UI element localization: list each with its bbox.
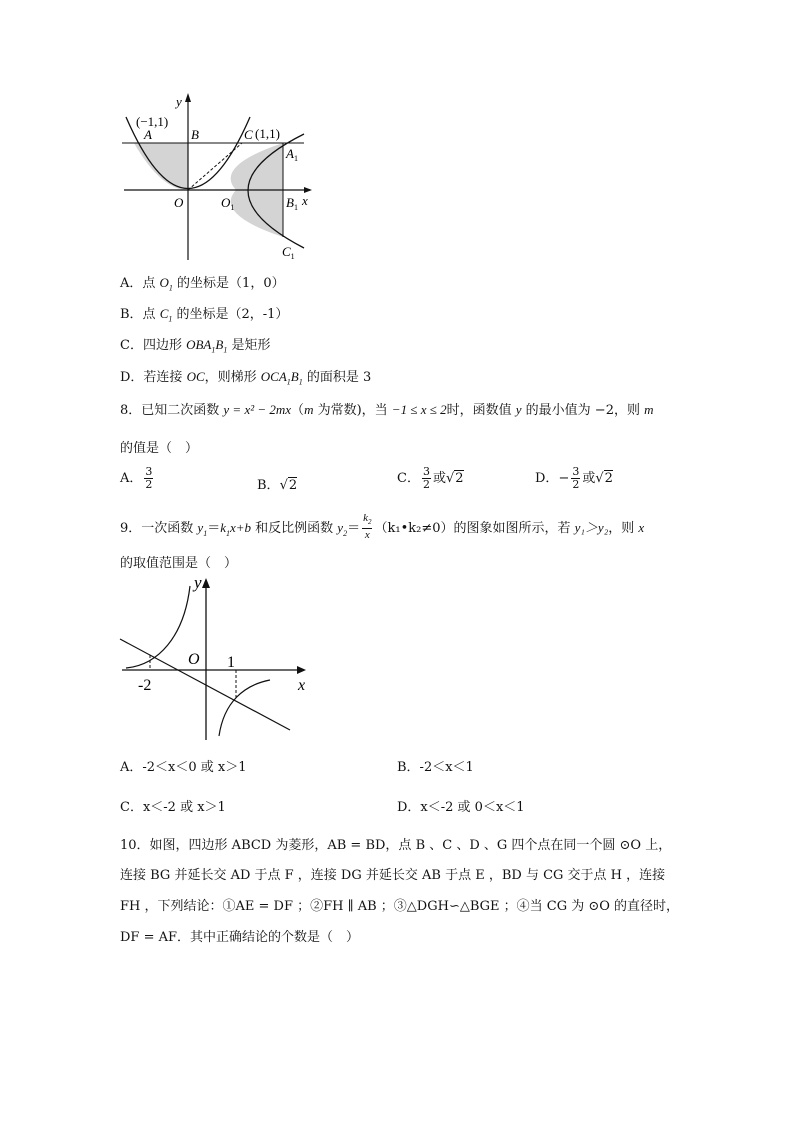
hyperbola-branch-upper-left — [126, 586, 190, 668]
q9-stem-line1: 9．一次函数 $y_1=k_1x+b$ 和反比例函数 $y_2=$ $\frac{k_2}{x}$ （k₁•k₂≠0）的图象如图所示，若 y₁＞y₂，则 x — [120, 512, 645, 542]
fig1-label-c1: $C_1$ — [282, 244, 295, 261]
figure-function-graph — [118, 572, 318, 744]
q10-stem-line3: FH ，下列结论：①AE = DF ；②FH ∥ AB ；③△DGH∽△BGE ；④当 CG 为 ⊙O 的直径时， — [120, 899, 680, 914]
fig1-label-o1: $O_1$ — [221, 195, 235, 212]
q10-stem-line4: DF = AF．其中正确结论的个数是（ ） — [120, 930, 360, 945]
fig2-label-o: O — [188, 651, 200, 668]
q8-option-a[interactable]: A． $\frac{3}{2}$ — [120, 465, 153, 491]
fig1-label-a: A — [144, 127, 152, 142]
y-axis-arrow — [202, 578, 210, 588]
q8-option-d[interactable]: D．− $\frac{3}{2}$ 或√2 — [535, 465, 613, 491]
fig2-label-y: y — [194, 573, 202, 592]
q8-stem-line1: 8．已知二次函数 y = x² − 2mx（m 为常数)，当 −1 ≤ x ≤ 2时，函数值 y 的最小值为 −2，则 m — [120, 402, 654, 418]
fig1-label-b1: $B_1$ — [286, 195, 298, 212]
fig1-label-a1: $A_1$ — [286, 146, 298, 163]
q9-option-d[interactable]: D．x＜-2 或 0＜x＜1 — [397, 800, 525, 815]
fraction: $\frac{3}{2}$ — [422, 465, 430, 491]
hyperbola-branch-lower-right — [219, 680, 270, 736]
q9-option-a[interactable]: A．-2＜x＜0 或 x＞1 — [120, 760, 247, 775]
q8-option-c[interactable]: C． $\frac{3}{2}$ 或√2 — [397, 465, 464, 491]
fraction: $\frac{3}{2}$ — [145, 465, 153, 491]
fig1-label-o: O — [174, 195, 184, 210]
q7-option-c[interactable]: C．四边形 $OBA_1B_1$ 是矩形 — [120, 337, 271, 355]
x-axis-arrow — [297, 666, 306, 674]
q7-option-b[interactable]: B．点 $C_1$ 的坐标是（2，-1） — [120, 306, 289, 324]
q10-stem-line2: 连接 BG 并延长交 AD 于点 F ，连接 DG 并延长交 AB 于点 E ，BD 与 CG 交于点 H ，连接 — [120, 868, 666, 883]
figure-parabola — [118, 90, 318, 265]
fig1-label-b: B — [191, 127, 199, 142]
q7-option-a[interactable]: A．点 $O_1$ 的坐标是（1，0） — [120, 275, 285, 293]
fig1-label-c-coord: (1,1) — [255, 126, 280, 141]
fraction-k2-over-x: $\frac{k_2}{x}$ — [363, 512, 372, 542]
fig2-label-1: 1 — [227, 654, 235, 671]
q9-stem-line2: 的取值范围是（ ） — [120, 556, 238, 571]
q8-function: y = x² − 2mx — [223, 402, 292, 417]
fig1-label-c: C — [244, 127, 253, 142]
q10-stem-line1: 10．如图，四边形 ABCD 为菱形，AB = BD，点 B 、C 、D 、G 四个点在同一个圆 ⊙O 上， — [120, 838, 672, 853]
q7-option-d[interactable]: D．若连接 OC，则梯形 $OCA_1B_1$ 的面积是 3 — [120, 369, 372, 387]
fig2-label-neg2: -2 — [138, 677, 152, 694]
fig1-label-x: x — [302, 193, 308, 208]
y-axis-arrow — [185, 93, 191, 102]
q8-option-b[interactable]: B．√2 — [257, 478, 298, 493]
q9-option-c[interactable]: C．x＜-2 或 x＞1 — [120, 800, 226, 815]
fig1-label-y: y — [176, 94, 182, 109]
q8-stem-line2: 的值是（ ） — [120, 441, 199, 456]
fig1-label-a-coord: (−1,1) — [136, 114, 169, 129]
fraction: $\frac{3}{2}$ — [572, 465, 580, 491]
fig2-label-x: x — [298, 677, 306, 694]
q9-option-b[interactable]: B．-2＜x＜1 — [397, 760, 474, 775]
